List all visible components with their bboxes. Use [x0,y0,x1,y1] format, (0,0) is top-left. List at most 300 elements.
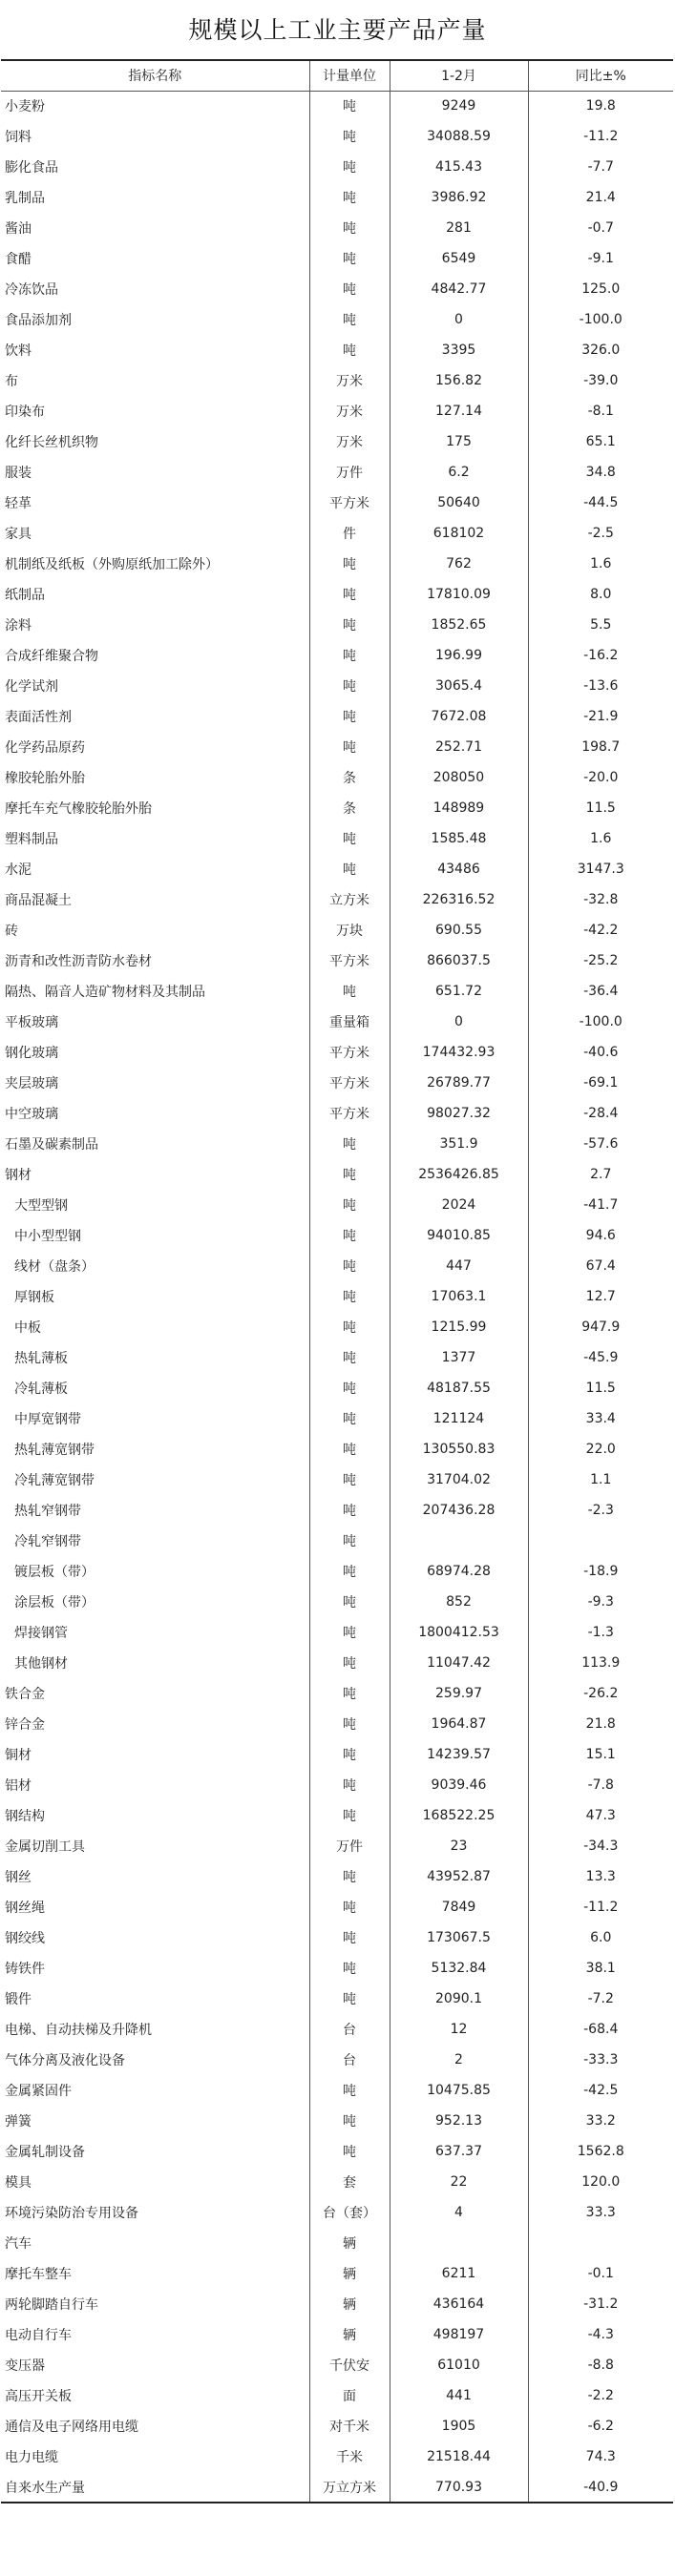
output-value-cell: 34088.59 [390,121,528,152]
yoy-change-cell: -40.9 [528,2472,673,2503]
unit-cell: 吨 [309,1526,390,1556]
unit-cell: 吨 [309,1129,390,1159]
output-value-cell: 447 [390,1251,528,1281]
yoy-change-cell [528,2228,673,2258]
table-row [1,1587,673,1617]
yoy-change-cell: -36.4 [583,984,619,999]
unit-cell: 吨 [309,1709,390,1739]
unit-cell: 吨 [309,1800,390,1831]
product-name-cell: 化学药品原药 [5,740,85,756]
yoy-change-cell: 21.4 [585,190,616,205]
table-row [1,1129,673,1159]
output-value-cell: 1852.65 [390,610,528,640]
output-value-cell: 14239.57 [390,1739,528,1770]
table-row [1,152,673,182]
yoy-change-cell: -40.6 [583,1045,619,1060]
unit-cell: 吨 [309,152,390,182]
table-row [1,182,673,213]
output-value-cell: 1964.87 [390,1709,528,1739]
output-value-cell: 866037.5 [390,945,528,976]
table-row [1,2258,673,2289]
product-name-cell: 膨化食品 [5,160,58,176]
output-value-cell: 9249 [390,91,528,121]
output-value-cell: 98027.32 [390,1098,528,1129]
unit-cell: 吨 [309,1739,390,1770]
yoy-change-cell: -100.0 [579,1014,622,1029]
yoy-change-cell: 12.7 [585,1289,616,1304]
table-row [1,1556,673,1587]
unit-cell: 吨 [309,976,390,1007]
product-name-cell: 冷轧薄宽钢带 [14,1473,95,1488]
unit-cell: 吨 [309,1770,390,1800]
unit-cell: 吨 [309,1190,390,1220]
unit-cell: 吨 [309,1953,390,1984]
unit-cell: 吨 [309,1861,390,1892]
output-value-cell: 26789.77 [390,1068,528,1098]
output-value-cell: 173067.5 [390,1922,528,1953]
table-row [1,610,673,640]
output-value-cell: 4 [390,2197,528,2228]
output-value-cell: 207436.28 [390,1495,528,1526]
unit-cell: 吨 [309,2136,390,2167]
yoy-change-cell: -7.7 [587,159,614,175]
unit-cell: 平方米 [309,1068,390,1098]
table-row [1,1495,673,1526]
output-value-cell: 1215.99 [390,1312,528,1342]
table-row [1,396,673,426]
table-row [1,274,673,304]
output-value-cell: 17063.1 [390,1281,528,1312]
yoy-change-cell: 326.0 [581,343,621,358]
yoy-change-cell: -1.3 [587,1625,614,1640]
output-value-cell: 637.37 [390,2136,528,2167]
product-name-cell: 厚钢板 [14,1290,54,1305]
unit-cell: 吨 [309,1465,390,1495]
unit-cell: 吨 [309,2075,390,2106]
output-value-cell: 252.71 [390,732,528,762]
unit-cell: 吨 [309,1556,390,1587]
output-value-cell: 12 [390,2014,528,2045]
unit-cell: 平方米 [309,945,390,976]
product-name-cell: 钢丝 [5,1870,32,1885]
product-name-cell: 铁合金 [5,1687,45,1702]
unit-cell: 吨 [309,1434,390,1465]
product-name-cell: 铸铁件 [5,1962,45,1977]
unit-cell: 吨 [309,1922,390,1953]
table-row [1,1953,673,1984]
table-row [1,915,673,945]
output-value-cell: 770.93 [390,2472,528,2503]
product-name-cell: 弹簧 [5,2114,32,2129]
product-name-cell: 中空玻璃 [5,1107,58,1122]
product-name-cell: 模具 [5,2175,32,2191]
product-name-cell: 隔热、隔音人造矿物材料及其制品 [5,985,205,1000]
product-name-cell: 饮料 [5,343,32,359]
unit-cell: 吨 [309,1312,390,1342]
yoy-change-cell [528,1526,673,1556]
table-row [1,671,673,701]
product-name-cell: 家具 [5,527,32,542]
product-name-cell: 钢绞线 [5,1931,45,1946]
unit-cell: 吨 [309,579,390,610]
output-value-cell: 1377 [390,1342,528,1373]
yoy-change-cell: -18.9 [583,1564,619,1579]
output-value-cell: 852 [390,1587,528,1617]
unit-cell: 吨 [309,549,390,579]
yoy-change-cell: 120.0 [581,2174,621,2190]
output-value-cell: 1800412.53 [390,1617,528,1648]
table-row [1,2228,673,2258]
table-row [1,1739,673,1770]
table-row [1,2380,673,2411]
product-name-cell: 沥青和改性沥青防水卷材 [5,954,152,969]
output-value-cell: 6549 [390,243,528,274]
unit-cell: 吨 [309,610,390,640]
yoy-change-cell: 2.7 [590,1167,612,1182]
unit-cell: 吨 [309,1251,390,1281]
output-value-cell: 436164 [390,2289,528,2319]
table-row [1,1312,673,1342]
output-value-cell: 61010 [390,2350,528,2380]
yoy-change-cell: -34.3 [583,1839,619,1854]
table-row [1,1861,673,1892]
unit-cell: 件 [309,518,390,549]
output-value-cell: 130550.83 [390,1434,528,1465]
table-row [1,518,673,549]
yoy-change-cell: -69.1 [583,1075,619,1091]
unit-cell: 套 [309,2167,390,2197]
output-value-cell: 3986.92 [390,182,528,213]
unit-cell: 辆 [309,2289,390,2319]
table-row [1,1068,673,1098]
product-name-cell: 冷冻饮品 [5,282,58,298]
unit-cell: 吨 [309,1373,390,1403]
table-row [1,2197,673,2228]
output-value-cell: 21518.44 [390,2441,528,2472]
table-row [1,1373,673,1403]
yoy-change-cell: 113.9 [581,1655,621,1671]
unit-cell: 平方米 [309,1037,390,1068]
yoy-change-cell: 33.4 [585,1411,616,1426]
unit-cell: 万立方米 [309,2472,390,2503]
production-table [1,59,673,2503]
product-name-cell: 气体分离及液化设备 [5,2053,125,2068]
table-body [1,91,673,2503]
table-row [1,1922,673,1953]
output-value-cell: 0 [390,1007,528,1037]
unit-cell: 吨 [309,1342,390,1373]
yoy-change-cell: -100.0 [579,312,622,327]
product-name-cell: 小麦粉 [5,99,45,115]
table-row [1,1251,673,1281]
unit-cell: 吨 [309,1617,390,1648]
yoy-change-cell: -45.9 [583,1350,619,1365]
product-name-cell: 服装 [5,466,32,481]
product-name-cell: 焊接钢管 [14,1626,68,1641]
product-name-cell: 变压器 [5,2358,45,2374]
table-row [1,579,673,610]
output-value-cell: 4842.77 [390,274,528,304]
output-value-cell: 226316.52 [390,884,528,915]
table-row [1,2319,673,2350]
yoy-change-cell: -9.1 [587,251,614,266]
output-value-cell: 7672.08 [390,701,528,732]
product-name-cell: 冷轧窄钢带 [14,1534,81,1549]
output-value-cell: 127.14 [390,396,528,426]
product-name-cell: 环境污染防治专用设备 [5,2206,138,2221]
product-name-cell: 大型型钢 [14,1198,68,1214]
output-value-cell: 651.72 [390,976,528,1007]
product-name-cell: 表面活性剂 [5,710,72,725]
unit-cell: 万块 [309,915,390,945]
table-row [1,1342,673,1373]
yoy-change-cell: 1.6 [590,831,612,846]
table-row [1,1281,673,1312]
unit-cell: 吨 [309,1984,390,2014]
output-value-cell: 48187.55 [390,1373,528,1403]
yoy-change-cell: -26.2 [583,1686,619,1701]
product-name-cell: 铜材 [5,1748,32,1763]
table-row [1,1007,673,1037]
yoy-change-cell: 47.3 [585,1808,616,1823]
product-name-cell: 其他钢材 [14,1656,68,1672]
output-value-cell: 43952.87 [390,1861,528,1892]
yoy-change-cell: 38.1 [585,1961,616,1976]
unit-cell: 吨 [309,1403,390,1434]
table-row [1,2472,673,2503]
table-row [1,1098,673,1129]
unit-cell: 吨 [309,1678,390,1709]
output-value-cell: 441 [390,2380,528,2411]
product-name-cell: 食醋 [5,252,32,267]
product-name-cell: 食品添加剂 [5,313,72,328]
output-value-cell: 952.13 [390,2106,528,2136]
product-name-cell: 夹层玻璃 [5,1076,58,1091]
yoy-change-cell: -25.2 [583,953,619,968]
yoy-change-cell: -11.2 [583,129,619,144]
output-value-cell: 196.99 [390,640,528,671]
output-value-cell: 2536426.85 [390,1159,528,1190]
output-value-cell: 9039.46 [390,1770,528,1800]
header-period-value: 1-2月 [390,60,528,91]
product-name-cell: 钢结构 [5,1809,45,1824]
product-name-cell: 中小型型钢 [14,1229,81,1244]
output-value-cell: 3065.4 [390,671,528,701]
table-row [1,1617,673,1648]
yoy-change-cell: -28.4 [583,1106,619,1121]
output-value-cell: 94010.85 [390,1220,528,1251]
product-name-cell: 热轧薄宽钢带 [14,1443,95,1458]
unit-cell: 面 [309,2380,390,2411]
yoy-change-cell: 67.4 [585,1258,616,1274]
yoy-change-cell: -33.3 [583,2052,619,2067]
yoy-change-cell: 6.0 [590,1930,612,1945]
product-name-cell: 塑料制品 [5,832,58,847]
unit-cell: 辆 [309,2319,390,2350]
yoy-change-cell: 1562.8 [577,2144,624,2159]
output-value-cell: 22 [390,2167,528,2197]
yoy-change-cell: -4.3 [587,2327,614,2342]
yoy-change-cell: -57.6 [583,1136,619,1152]
product-name-cell: 通信及电子网络用电缆 [5,2420,138,2435]
product-name-cell: 热轧窄钢带 [14,1504,81,1519]
table-row [1,2014,673,2045]
table-row [1,1892,673,1922]
unit-cell: 吨 [309,1159,390,1190]
output-value-cell: 415.43 [390,152,528,182]
yoy-change-cell: -21.9 [583,709,619,724]
product-name-cell: 汽车 [5,2236,32,2252]
yoy-change-cell: -13.6 [583,678,619,694]
yoy-change-cell: -16.2 [583,648,619,663]
unit-cell: 吨 [309,640,390,671]
yoy-change-cell: 11.5 [585,800,616,816]
yoy-change-cell: -2.5 [587,526,614,541]
product-name-cell: 轻革 [5,496,32,511]
product-name-cell: 平板玻璃 [5,1015,58,1030]
unit-cell: 平方米 [309,488,390,518]
product-name-cell: 砖 [5,924,18,939]
table-row [1,2045,673,2075]
yoy-change-cell: -6.2 [587,2419,614,2434]
table-row [1,2411,673,2441]
yoy-change-cell: 125.0 [581,281,621,297]
table-row [1,2441,673,2472]
unit-cell: 台（套） [309,2197,390,2228]
unit-cell: 吨 [309,91,390,121]
product-name-cell: 金属轧制设备 [5,2145,85,2160]
yoy-change-cell: -2.3 [587,1503,614,1518]
yoy-change-cell: -0.1 [587,2266,614,2281]
unit-cell: 吨 [309,823,390,854]
unit-cell: 千伏安 [309,2350,390,2380]
unit-cell: 万米 [309,396,390,426]
product-name-cell: 商品混凝土 [5,893,72,908]
yoy-change-cell: 8.0 [590,587,612,602]
output-value-cell: 0 [390,304,528,335]
unit-cell: 吨 [309,2106,390,2136]
yoy-change-cell: 94.6 [585,1228,616,1243]
header-unit: 计量单位 [309,60,390,91]
unit-cell: 台 [309,2014,390,2045]
yoy-change-cell: -8.1 [587,404,614,419]
table-row [1,2289,673,2319]
yoy-change-cell: -7.8 [587,1777,614,1793]
product-name-cell: 线材（盘条） [14,1259,95,1275]
output-value-cell: 690.55 [390,915,528,945]
table-row [1,1434,673,1465]
table-row [1,1709,673,1739]
table-row [1,1831,673,1861]
output-value-cell: 618102 [390,518,528,549]
output-value-cell: 7849 [390,1892,528,1922]
product-name-cell: 机制纸及纸板（外购原纸加工除外） [5,557,219,572]
unit-cell: 万件 [309,457,390,488]
unit-cell: 吨 [309,182,390,213]
product-name-cell: 镀层板（带） [14,1565,95,1580]
table-row [1,488,673,518]
product-name-cell: 纸制品 [5,588,45,603]
product-name-cell: 酱油 [5,221,32,237]
table-row [1,91,673,121]
unit-cell: 平方米 [309,1098,390,1129]
product-name-cell: 锻件 [5,1992,32,2007]
unit-cell: 吨 [309,701,390,732]
yoy-change-cell: 74.3 [585,2449,616,2464]
output-value-cell: 17810.09 [390,579,528,610]
table-row [1,1465,673,1495]
yoy-change-cell: -8.8 [587,2358,614,2373]
unit-cell: 万米 [309,426,390,457]
table-row [1,854,673,884]
table-row [1,1159,673,1190]
unit-cell: 吨 [309,1220,390,1251]
table-row [1,945,673,976]
output-value-cell: 3395 [390,335,528,365]
table-row [1,976,673,1007]
yoy-change-cell: 947.9 [581,1319,621,1335]
product-name-cell: 中板 [14,1320,41,1336]
unit-cell: 万件 [309,1831,390,1861]
table-row [1,2350,673,2380]
table-header-row [1,60,673,91]
yoy-change-cell: -42.2 [583,923,619,938]
unit-cell: 吨 [309,671,390,701]
product-name-cell: 两轮脚踏自行车 [5,2297,98,2313]
unit-cell: 吨 [309,304,390,335]
output-value-cell: 1905 [390,2411,528,2441]
product-name-cell: 高压开关板 [5,2389,72,2404]
yoy-change-cell: 33.3 [585,2205,616,2220]
table-row [1,823,673,854]
yoy-change-cell: -9.3 [587,1594,614,1610]
unit-cell: 吨 [309,1892,390,1922]
product-name-cell: 乳制品 [5,191,45,206]
output-value-cell: 2 [390,2045,528,2075]
unit-cell: 万米 [309,365,390,396]
output-value-cell [390,2228,528,2258]
yoy-change-cell: -44.5 [583,495,619,510]
unit-cell: 条 [309,762,390,793]
table-row [1,884,673,915]
table-row [1,1526,673,1556]
output-value-cell: 11047.42 [390,1648,528,1678]
yoy-change-cell: -41.7 [583,1197,619,1213]
product-name-cell: 饲料 [5,130,32,145]
product-name-cell: 水泥 [5,862,32,878]
table-row [1,1190,673,1220]
product-name-cell: 布 [5,374,18,389]
output-value-cell: 10475.85 [390,2075,528,2106]
yoy-change-cell: 13.3 [585,1869,616,1884]
yoy-change-cell: 33.2 [585,2113,616,2129]
yoy-change-cell: 22.0 [585,1442,616,1457]
product-name-cell: 摩托车充气橡胶轮胎外胎 [5,801,152,817]
product-name-cell: 印染布 [5,405,45,420]
table-row [1,1770,673,1800]
product-name-cell: 钢材 [5,1168,32,1183]
output-value-cell: 2090.1 [390,1984,528,2014]
header-yoy-change: 同比±% [528,60,673,91]
yoy-change-cell: 65.1 [585,434,616,449]
output-value-cell: 5132.84 [390,1953,528,1984]
product-name-cell: 钢化玻璃 [5,1046,58,1061]
table-row [1,549,673,579]
product-name-cell: 铝材 [5,1778,32,1794]
output-value-cell: 6.2 [390,457,528,488]
table-row [1,243,673,274]
table-row [1,304,673,335]
